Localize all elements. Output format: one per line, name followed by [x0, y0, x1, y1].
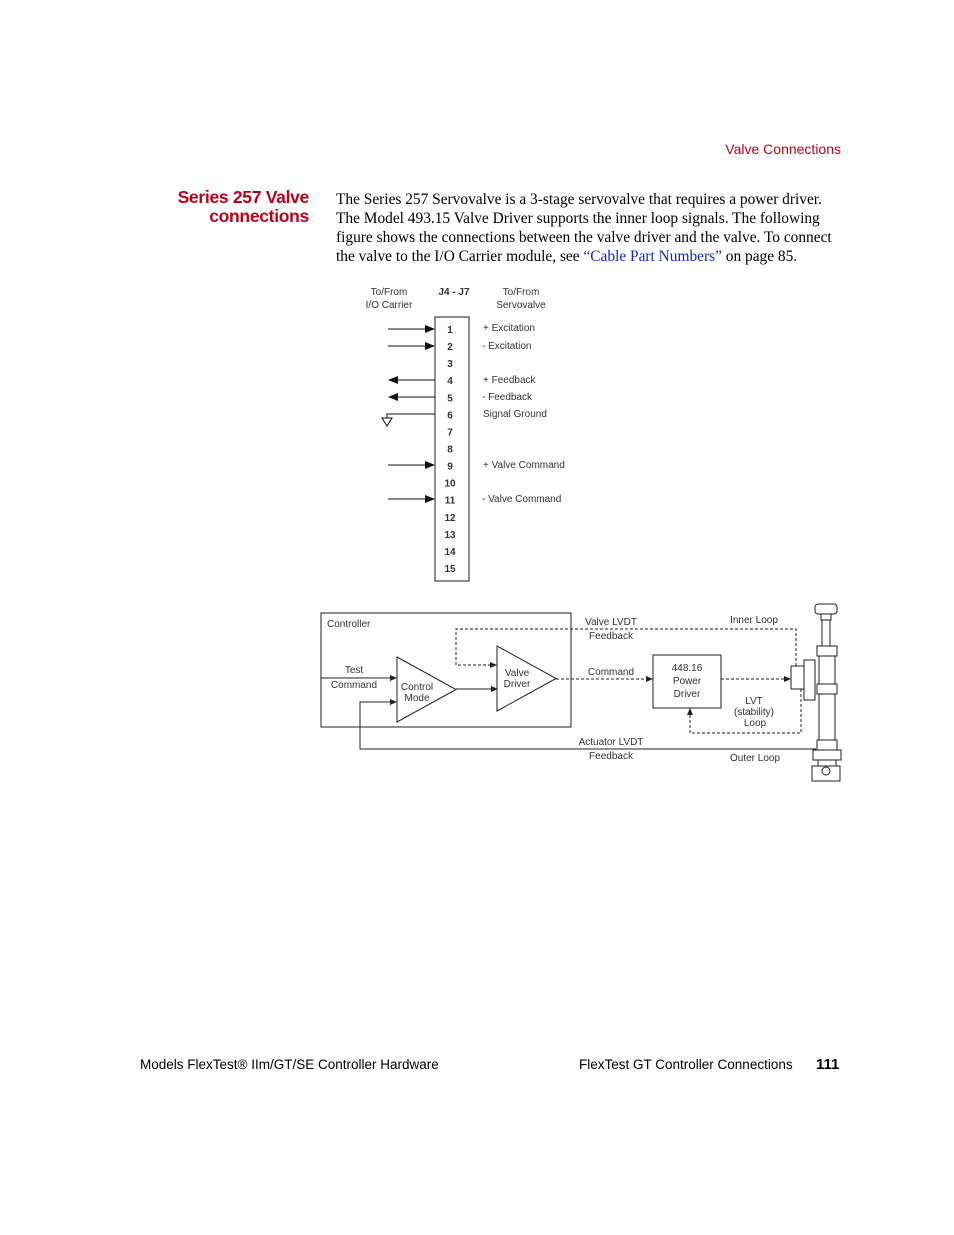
controller-label: Controller [327, 619, 371, 630]
signal-p1: + Excitation [483, 323, 535, 334]
valve-driver-1: Valve [504, 668, 530, 679]
lvt-2: (stability) [733, 707, 775, 718]
power-driver-3: Driver [673, 689, 701, 700]
pin-number: 9 [447, 461, 453, 473]
section-title-line2: connections [209, 205, 309, 226]
block-diagram [321, 604, 841, 781]
pin-number: 13 [444, 529, 456, 541]
signal-p4: + Feedback [483, 375, 536, 386]
actuator-icon [791, 604, 841, 781]
connector-label: J4 - J7 [438, 287, 470, 298]
pin-number: 10 [444, 478, 456, 490]
page-number: 111 [816, 1056, 840, 1073]
pin-number: 15 [444, 564, 456, 575]
actuator-lvdt-1: Actuator LVDT [578, 737, 644, 748]
valve-lvdt-1: Valve LVDT [585, 617, 637, 628]
footer-right: FlexTest GT Controller Connections [579, 1057, 793, 1072]
left-header-2: I/O Carrier [365, 300, 413, 311]
left-header-1: To/From [370, 287, 408, 298]
pin-number: 7 [447, 427, 453, 439]
pin-number: 6 [447, 410, 453, 422]
ground-icon [382, 418, 392, 426]
signal-p9: + Valve Command [483, 460, 565, 471]
valve-driver-2: Driver [503, 679, 531, 690]
lvt-3: Loop [743, 718, 767, 729]
actuator-lvdt-2: Feedback [589, 751, 633, 762]
signal-p5: - Feedback [482, 392, 533, 403]
pin-number: 8 [447, 444, 453, 456]
pin6-ground-wire [387, 414, 435, 418]
command-label: Command [587, 667, 635, 678]
pin-number: 14 [444, 546, 456, 558]
power-driver-1: 448.16 [671, 663, 703, 674]
test-command-2: Command [330, 680, 378, 691]
control-mode-2: Mode [404, 693, 430, 704]
lvt-1: LVT [745, 696, 763, 707]
valve-lvdt-2: Feedback [589, 631, 633, 642]
pin-number-list [444, 325, 456, 575]
pinout-diagram [366, 287, 565, 581]
test-command-1: Test [344, 665, 364, 676]
signal-p11: - Valve Command [482, 494, 562, 505]
power-driver-2: Power [672, 676, 702, 687]
outer-loop-label: Outer Loop [729, 753, 781, 764]
right-header-2: Servovalve [496, 300, 546, 311]
pin-number: 2 [447, 342, 453, 354]
pin-number: 1 [447, 325, 453, 336]
signal-p2: - Excitation [482, 341, 532, 352]
paragraph-text-end: on page 85. [721, 248, 798, 265]
footer-left: Models FlexTest® IIm/GT/SE Controller Hardware [140, 1057, 439, 1072]
inner-loop-label: Inner Loop [730, 615, 778, 626]
pin-number: 12 [444, 512, 456, 524]
running-head: Valve Connections [725, 141, 841, 157]
control-mode-1: Control [400, 682, 434, 693]
pin-number: 5 [447, 393, 453, 405]
pin-number: 4 [447, 376, 453, 388]
section-title-line1: Series 257 Valve [177, 187, 309, 207]
paragraph-text: The Series 257 Servovalve is a 3-stage servovalve that requires a power driver. The Model 493.15 Valve Driver supports the inner loop signals. The following figure shows the connections between the valve driver and the valve. To connect the valve to the I/O Carrier module, see [336, 191, 832, 265]
pin-number: 3 [447, 359, 453, 371]
cable-part-numbers-link[interactable]: “Cable Part Numbers” [583, 248, 722, 265]
pin-number: 11 [444, 495, 456, 507]
signal-p6: Signal Ground [483, 409, 547, 420]
right-header-1: To/From [502, 287, 540, 298]
